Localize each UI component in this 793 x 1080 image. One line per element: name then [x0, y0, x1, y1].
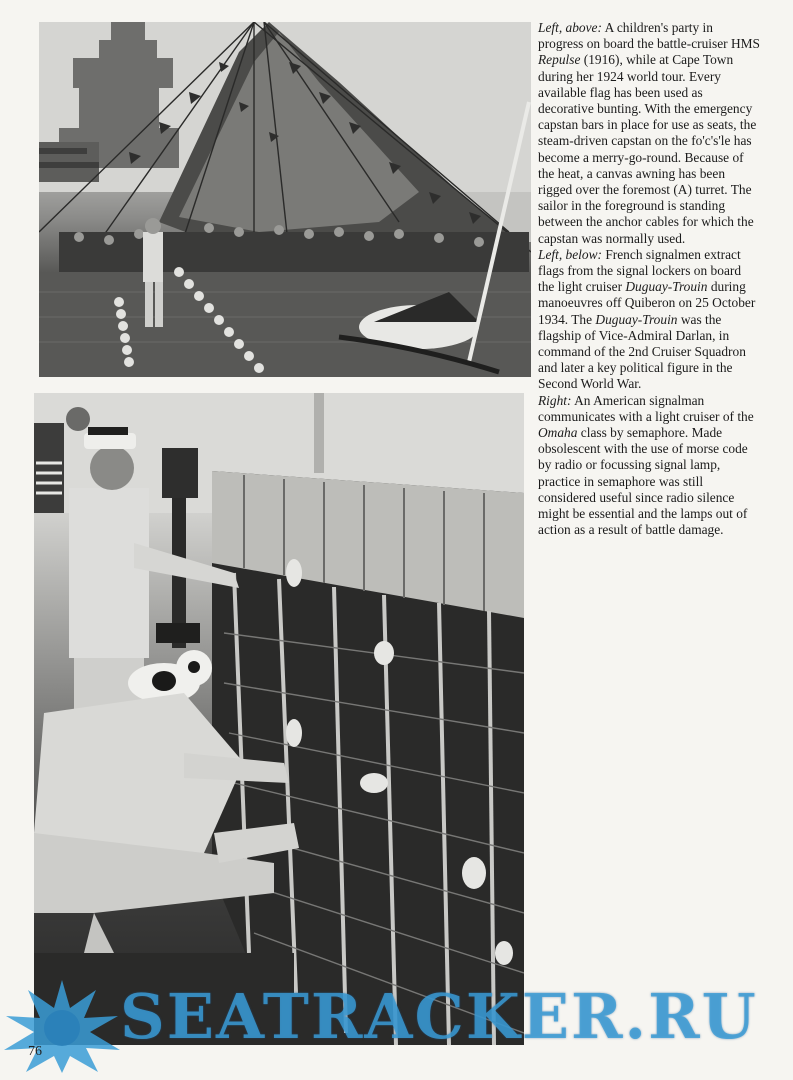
caption-left-below-text-1: French signalmen extract flags from the signal lockers on board the light cruiser [538, 246, 742, 295]
caption-left-below-text-2: during manoeuvres off Quiberon on 25 October 1934. The [538, 279, 756, 327]
photo-signal-lockers [34, 393, 524, 1045]
caption-right-text-1: An American signalman communicates with a light cruiser of the [538, 392, 754, 424]
watermark [0, 978, 793, 1073]
watermark-text: SEATRACKER.RU [120, 980, 758, 1053]
caption-right-ship: Omaha [538, 425, 578, 441]
caption-right [538, 393, 760, 539]
caption-left-above-text-2: (1916), while at Cape Town during her 1924 world tour. Every available flag has been used as decorative bunting. With the emergency capstan bars in place for use as seats, the steam-driven capstan on the fo'c's'le has become a merry-go-round. Because of the heat, a canvas awning has been rigged over the foremost (A) turret. The sailor in the foreground is standing between the anchor cables for which the capstan was normally used. [538, 52, 757, 246]
caption-left-above-lead: Left, above: [538, 20, 602, 35]
caption-left-above-ship: Repulse [538, 52, 581, 68]
caption-left-above-text-1: A children's party in progress on board the battle-cruiser HMS [538, 20, 761, 52]
page-number: 76 [28, 1044, 42, 1059]
watermark-burst-icon [0, 978, 130, 1073]
photo-childrens-party [39, 22, 531, 377]
caption-left-above [538, 20, 760, 247]
photo-childrens-party-illustration [39, 22, 531, 377]
caption-left-below-lead: Left, below: [538, 246, 602, 262]
caption-left-below-text-3: was the flagship of Vice-Admiral Darlan, in command of the 2nd Cruiser Squadron and later a key political figure in the Second World War. [538, 311, 746, 392]
caption-right-lead: Right: [538, 392, 572, 408]
caption-left-below-ship-2: Duguay-Trouin [595, 311, 678, 327]
caption-right-text-2: class by semaphore. Made obsolescent with the use of morse code by radio or focussing signal lamp, practice in semaphore was still considered useful since radio silence might be essential and the lamps out of action as a result of battle damage. [538, 425, 748, 538]
caption-left-below-ship-1: Duguay-Trouin [625, 279, 708, 295]
caption-left-below [538, 247, 760, 393]
photo-signal-lockers-illustration [34, 393, 524, 1045]
captions-column [538, 20, 760, 539]
